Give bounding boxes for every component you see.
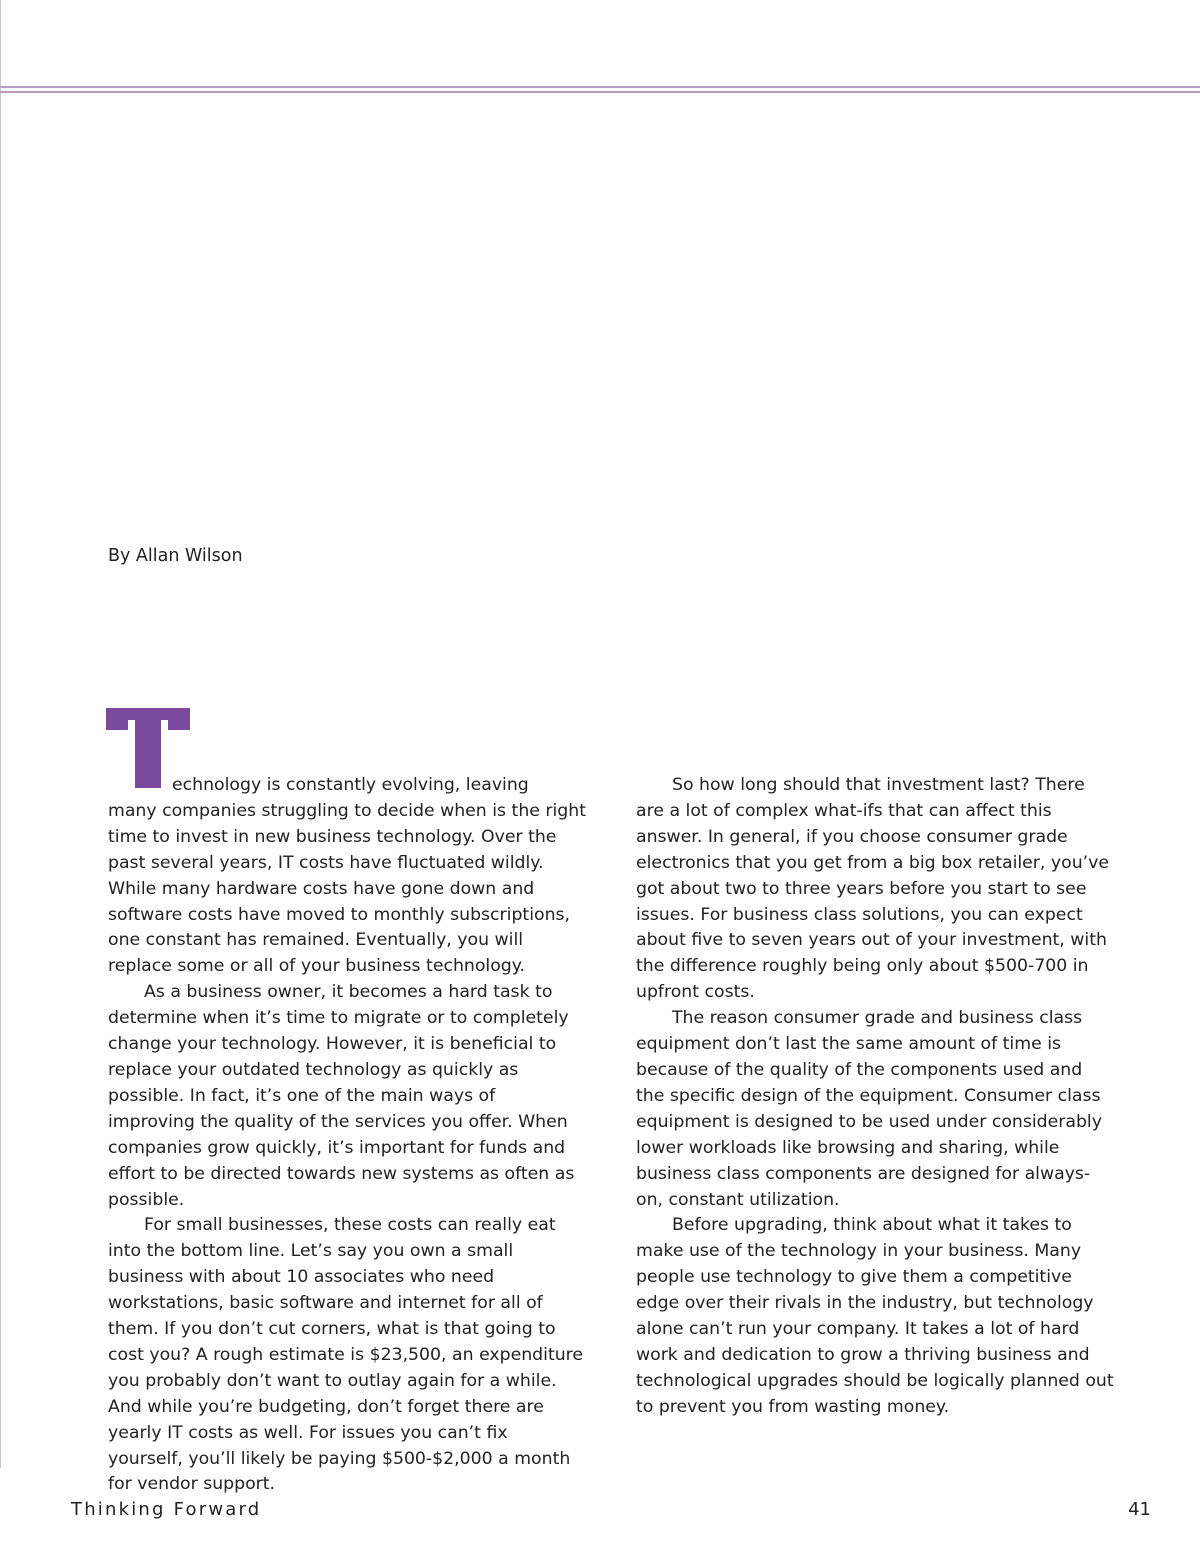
author-byline: By Allan Wilson: [108, 546, 243, 566]
article-lead-line: echnology is constantly evolving, leaving: [172, 775, 529, 795]
dropcap-t-icon: [106, 708, 190, 788]
article-paragraph: [108, 773, 586, 980]
article-column-left: [108, 708, 586, 1498]
article-paragraph: The reason consumer grade and business class equipment don’t last the same amount of time is because of the quality of the components used and the specific design of the equipment. Consumer class equipment is designed to be used under considerably lower workloads like browsing and sharing, while business class components are designed for always-on, constant utilization.: [636, 1008, 1102, 1210]
article-paragraph-text: many companies struggling to decide when is the right time to invest in new business technology. Over the past several years, IT costs have fluctuated wildly. While many hardware costs have gone down and software costs have moved to monthly subscriptions, one constant has remained. Eventually, you will replace some or all of your business technology.: [108, 800, 587, 977]
dropcap-area: [108, 708, 586, 773]
article-paragraph: So how long should that investment last? There are a lot of complex what-ifs that can affect this answer. In general, if you choose consumer grade electronics that you get from a big box retailer, you’ve got about two to three years before you start to see issues. For business class solutions, you can expect about five to seven years out of your investment, with the difference roughly being only about $500-700 in upfront costs.: [636, 775, 1110, 1003]
article-column-right: [636, 773, 1114, 1421]
publication-title: Thinking Forward: [71, 1499, 262, 1520]
page-number: 41: [1128, 1499, 1151, 1520]
header-rule-top: [0, 86, 1200, 88]
article-paragraph: As a business owner, it becomes a hard task to determine when it’s time to migrate or to completely change your technology. However, it is beneficial to replace your outdated technology as quickly as possible. In fact, it’s one of the main ways of improving the quality of the services you offer. When companies grow quickly, it’s important for funds and effort to be directed towards new systems as often as possible.: [108, 982, 575, 1210]
article-paragraph: For small businesses, these costs can really eat into the bottom line. Let’s say you own a small business with about 10 associates who need workstations, basic software and internet for all of them. If you don’t cut corners, what is that going to cost you? A rough estimate is $23,500, an expenditure you probably don’t want to outlay again for a while. And while you’re budgeting, don’t forget there are yearly IT costs as well. For issues you can’t fix yourself, you’ll likely be paying $500-$2,000 a month for vendor support.: [108, 1215, 584, 1495]
page-left-edge: [0, 0, 1, 1468]
header-rules: [0, 86, 1200, 95]
article-paragraph: Before upgrading, think about what it takes to make use of the technology in your business. Many people use technology to give them a competitive edge over their rivals in the industry, but technology alone can’t run your company. It takes a lot of hard work and dedication to grow a thriving business and technological upgrades should be logically planned out to prevent you from wasting money.: [636, 1215, 1114, 1417]
header-rule-bottom: [0, 91, 1200, 93]
